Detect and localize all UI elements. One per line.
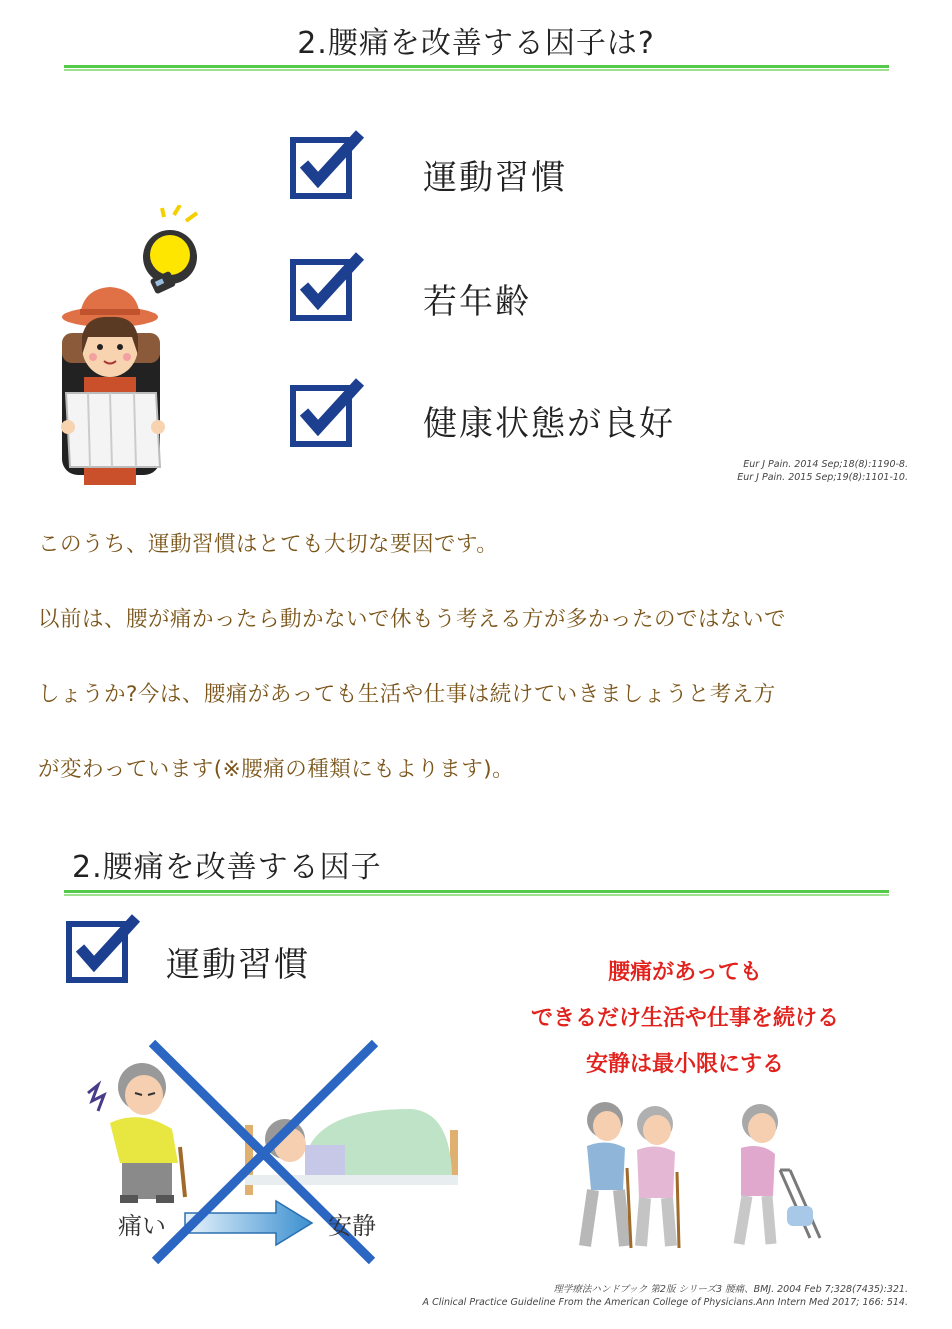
elderly-walking-illustration bbox=[575, 1098, 825, 1258]
checkbox-checked-icon bbox=[290, 252, 364, 324]
body-line-4: が変わっています(※腰痛の種類にもよります)。 bbox=[38, 757, 515, 782]
caption-pain: 痛い bbox=[118, 1212, 166, 1240]
heading-rule-light bbox=[64, 69, 889, 71]
message-line-2: できるだけ生活や仕事を続ける bbox=[530, 1006, 839, 1031]
hiker-illustration bbox=[52, 205, 222, 490]
reference-line: 理学療法ハンドブック 第2版 シリーズ3 腰痛、BMJ. 2004 Feb 7;328(7435):321. bbox=[553, 1284, 908, 1295]
checkbox-checked-icon bbox=[290, 130, 364, 202]
heading-rule bbox=[64, 890, 889, 893]
reference-line: Eur J Pain. 2014 Sep;18(8):1190-8. bbox=[743, 459, 908, 470]
resting-bed-illustration bbox=[245, 1109, 458, 1195]
factor-good-health: 健康状態が良好 bbox=[423, 404, 675, 444]
factor-exercise: 運動習慣 bbox=[423, 158, 567, 198]
body-line-3: しょうか?今は、腰痛があっても生活や仕事は続けていきましょうと考え方 bbox=[38, 682, 776, 707]
heading-rule bbox=[64, 65, 889, 68]
caption-rest: 安静 bbox=[328, 1212, 376, 1240]
message-line-1: 腰痛があっても bbox=[608, 960, 762, 985]
message-line-3: 安静は最小限にする bbox=[585, 1052, 784, 1077]
body-line-1: このうち、運動習慣はとても大切な要因です。 bbox=[38, 532, 499, 557]
section2-heading: 2.腰痛を改善する因子 bbox=[72, 850, 382, 885]
elderly-pain-illustration bbox=[88, 1063, 185, 1203]
checkbox-checked-icon bbox=[66, 914, 140, 986]
factor-exercise-2: 運動習慣 bbox=[166, 945, 310, 985]
lightbulb-icon bbox=[143, 205, 197, 294]
heading-rule-light bbox=[64, 894, 889, 896]
references bbox=[737, 458, 908, 484]
checkbox-checked-icon bbox=[290, 378, 364, 450]
references bbox=[423, 1283, 908, 1309]
section1-heading: 2.腰痛を改善する因子は? bbox=[297, 26, 655, 61]
reference-line: A Clinical Practice Guideline From the American College of Physicians.Ann Intern Med 2017; 166: 514. bbox=[422, 1297, 908, 1308]
reference-line: Eur J Pain. 2015 Sep;19(8):1101-10. bbox=[737, 472, 908, 483]
body-line-2: 以前は、腰が痛かったら動かないで休もう考える方が多かったのではないで bbox=[38, 607, 787, 632]
factor-young-age: 若年齢 bbox=[423, 282, 531, 322]
